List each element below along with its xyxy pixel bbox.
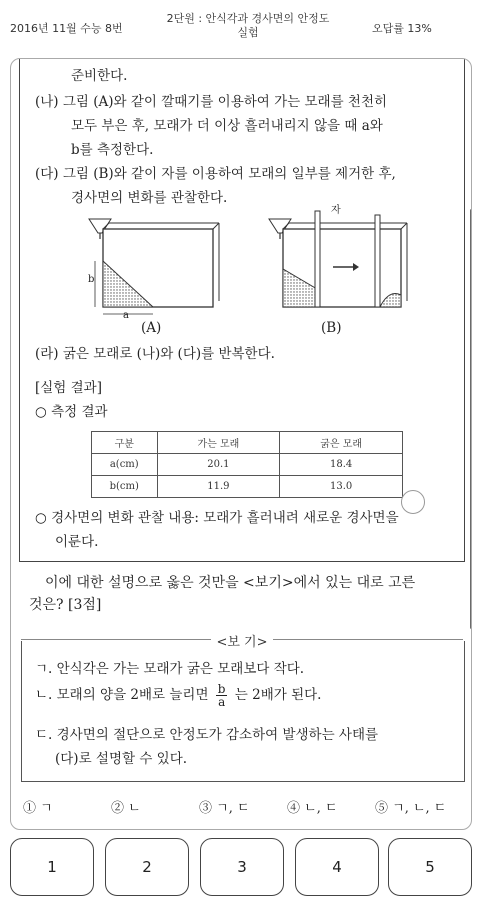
table-cell: b(cm) bbox=[92, 476, 158, 498]
figure-a-label: (A) bbox=[141, 320, 162, 336]
fraction-b-over-a bbox=[216, 683, 228, 708]
exp-result-measure: ○ 측정 결과 bbox=[35, 404, 108, 420]
bogi-item-3-line2: (다)로 설명할 수 있다. bbox=[55, 751, 188, 767]
exp-step-na-1: (나) 그림 (A)와 같이 깔때기를 이용하여 가는 모래를 천천히 bbox=[35, 94, 388, 110]
figure-a-b-label: b bbox=[88, 274, 95, 285]
question-card[interactable] bbox=[10, 58, 472, 830]
bogi-item-3-line1: ㄷ. 경사면의 절단으로 안정도가 감소하여 발생하는 사태를 bbox=[35, 727, 379, 743]
bogi-title: <보 기> bbox=[216, 635, 268, 650]
answer-button-2[interactable]: 2 bbox=[105, 838, 189, 896]
exp-step-da-2: 경사면의 변화를 관찰한다. bbox=[71, 190, 228, 206]
table-row bbox=[92, 476, 403, 498]
exp-step-da-1: (다) 그림 (B)와 같이 자를 이용하여 모래의 일부를 제거한 후, bbox=[35, 166, 396, 182]
choice-3[interactable]: ③ ㄱ, ㄷ bbox=[199, 801, 250, 816]
exp-step-ra: (라) 굵은 모래로 (나)와 (다)를 반복한다. bbox=[35, 346, 275, 362]
scrollbar[interactable] bbox=[470, 209, 472, 629]
exp-step-na-2: 모두 부은 후, 모래가 더 이상 흘러내리지 않을 때 a와 bbox=[71, 118, 383, 134]
unit-title-line1: 2단원 : 안식각과 경사면의 안정도 bbox=[166, 12, 330, 25]
table-header-cell: 굵은 모래 bbox=[280, 432, 403, 454]
table-cell: 13.0 bbox=[280, 476, 403, 498]
exam-source: 2016년 11월 수능 8번 bbox=[10, 22, 123, 35]
question-line2: 것은? [3점] bbox=[29, 597, 102, 613]
result-table bbox=[91, 431, 403, 498]
table-cell: 20.1 bbox=[157, 454, 280, 476]
table-cell: a(cm) bbox=[92, 454, 158, 476]
question-stem bbox=[29, 572, 463, 616]
exp-line-prep: 준비한다. bbox=[71, 68, 128, 84]
choice-5[interactable]: ⑤ ㄱ, ㄴ, ㄷ bbox=[375, 801, 447, 816]
unit-title bbox=[148, 12, 348, 40]
exp-result-title: [실험 결과] bbox=[35, 380, 102, 396]
bogi-item-2-post: 는 2배가 된다. bbox=[234, 687, 322, 703]
floating-circle-icon[interactable] bbox=[401, 490, 425, 514]
answer-button-3[interactable]: 3 bbox=[200, 838, 284, 896]
choice-1[interactable]: ① ㄱ bbox=[23, 801, 53, 816]
table-header-row bbox=[92, 432, 403, 454]
choice-2[interactable]: ② ㄴ bbox=[111, 801, 141, 816]
table-header-cell: 구분 bbox=[92, 432, 158, 454]
figure-b-ruler-label: 자 bbox=[331, 205, 341, 216]
choice-4[interactable]: ④ ㄴ, ㄷ bbox=[287, 801, 338, 816]
question-line1: 이에 대한 설명으로 옳은 것만을 <보기>에서 있는 대로 고른 bbox=[45, 575, 416, 591]
exp-step-na-3: b를 측정한다. bbox=[71, 142, 154, 158]
figure-b-diagram bbox=[263, 207, 413, 321]
answer-button-4[interactable]: 4 bbox=[295, 838, 379, 896]
bogi-item-1: ㄱ. 안식각은 가는 모래가 굵은 모래보다 작다. bbox=[35, 661, 305, 677]
unit-title-line2: 실험 bbox=[237, 26, 259, 39]
answer-button-1[interactable]: 1 bbox=[10, 838, 94, 896]
exp-observe-2: 이룬다. bbox=[55, 534, 99, 550]
error-rate: 오답률 13% bbox=[372, 22, 432, 35]
figure-b-label: (B) bbox=[321, 320, 342, 336]
table-row bbox=[92, 454, 403, 476]
table-header-cell: 가는 모래 bbox=[157, 432, 280, 454]
figure-a-a-label: a bbox=[123, 310, 129, 321]
header-bar bbox=[0, 0, 483, 56]
choice-list bbox=[23, 797, 463, 816]
answer-button-5[interactable]: 5 bbox=[388, 838, 472, 896]
table-cell: 11.9 bbox=[157, 476, 280, 498]
fraction-denominator: a bbox=[218, 695, 226, 709]
bogi-item-2-pre: ㄴ. 모래의 양을 2배로 늘리면 bbox=[35, 687, 209, 703]
answer-button-row bbox=[10, 838, 473, 894]
table-cell: 18.4 bbox=[280, 454, 403, 476]
figure-a-diagram bbox=[83, 211, 223, 321]
exp-observe-1: ○ 경사면의 변화 관찰 내용: 모래가 흘러내려 새로운 경사면을 bbox=[35, 510, 399, 526]
fraction-numerator: b bbox=[217, 682, 226, 696]
bogi-item-2 bbox=[35, 683, 321, 708]
